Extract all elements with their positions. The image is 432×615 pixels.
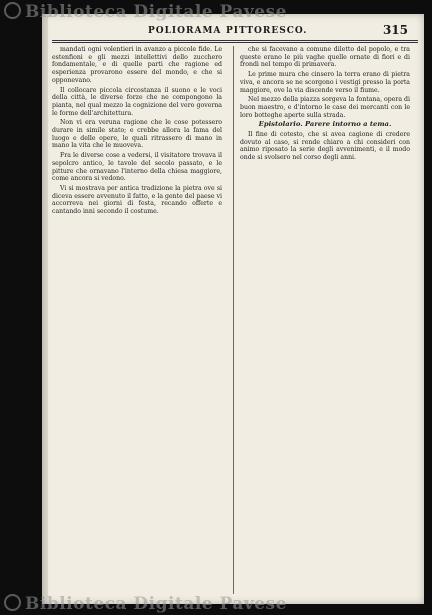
left-paragraph: Vi si mostrava per antica tradizione la pietra ove si diceva essere avvenuto il fatto, e la gente del paese vi accorreva nei giorni di festa, recando offerte e cantando inni secondo il costume. xyxy=(52,184,222,216)
watermark-top xyxy=(4,2,287,22)
running-head-subtitle: PITTORESCO. xyxy=(226,26,308,36)
library-stamp-icon xyxy=(4,2,21,19)
library-stamp-icon xyxy=(4,594,21,611)
right-text-column xyxy=(240,46,410,594)
running-head-title: POLIORAMA xyxy=(148,26,222,36)
right-paragraph: che si facevano a comune diletto del popolo, e tra queste erano le più vaghe quelle ornate di fiori e di frondi nel tempo di primavera. xyxy=(240,46,410,69)
left-paragraph: mandati ogni volentieri in avanzo a piccole fide. Le estenfioni e gli mezzi intellettivi dello zucchero fondamentale, e di quelle parti che ragione ed esperienza provarono essere del mondo, e che si opponevano. xyxy=(52,46,222,84)
left-paragraph: Fra le diverse cose a vedersi, il visitatore trovava il sepolcro antico, le tavole del secolo passato, e le pitture che ornavano l'interno della chiesa maggiore, come ancora si vedono. xyxy=(52,152,222,183)
left-paragraph: Non vi era veruna ragione che le cose potessero durare in simile stato; e crebbe allora la fama del luogo e delle opere, le quali ritrassero di mano in mano la vita che le muoveva. xyxy=(52,119,222,150)
right-closing-paragraph: Il fine di cotesto, che si avea cagione di credere dovuto al caso, si rende chiaro a chi consideri con animo riposato la serie degli avvenimenti, e il modo onde si svolsero nel corso degli anni. xyxy=(240,131,410,162)
left-text-column xyxy=(52,46,222,594)
page-gutter-shadow xyxy=(42,14,48,604)
watermark-bottom xyxy=(4,594,287,614)
header-rule-bottom xyxy=(52,42,418,43)
right-paragraph: Nel mezzo della piazza sorgeva la fontana, opera di buon maestro, e d'intorno le case dei mercanti con le loro botteghe aperte sulla strada. xyxy=(240,96,410,119)
column-divider xyxy=(233,46,234,594)
page-number: 315 xyxy=(382,23,408,37)
section-title: Epistolario. Parere intorno a tema. xyxy=(258,120,392,129)
right-paragraph: Le prime mura che cinsero la terra erano di pietra viva, e ancora se ne scorgono i vestigi presso la porta maggiore, ove la via discende verso il fiume. xyxy=(240,71,410,94)
watermark-text-bottom: Biblioteca Digitale Pavese xyxy=(25,594,287,614)
watermark-text-top: Biblioteca Digitale Pavese xyxy=(25,2,287,22)
running-head xyxy=(58,22,416,40)
header-rule-top xyxy=(52,40,418,41)
left-paragraph: Il collocare piccola circostanza il suono e le voci della città, le diverse forze che ne compongono la pianta, nel qual mezzo la cognizione del vero governa le forme dell'architettura. xyxy=(52,86,222,117)
